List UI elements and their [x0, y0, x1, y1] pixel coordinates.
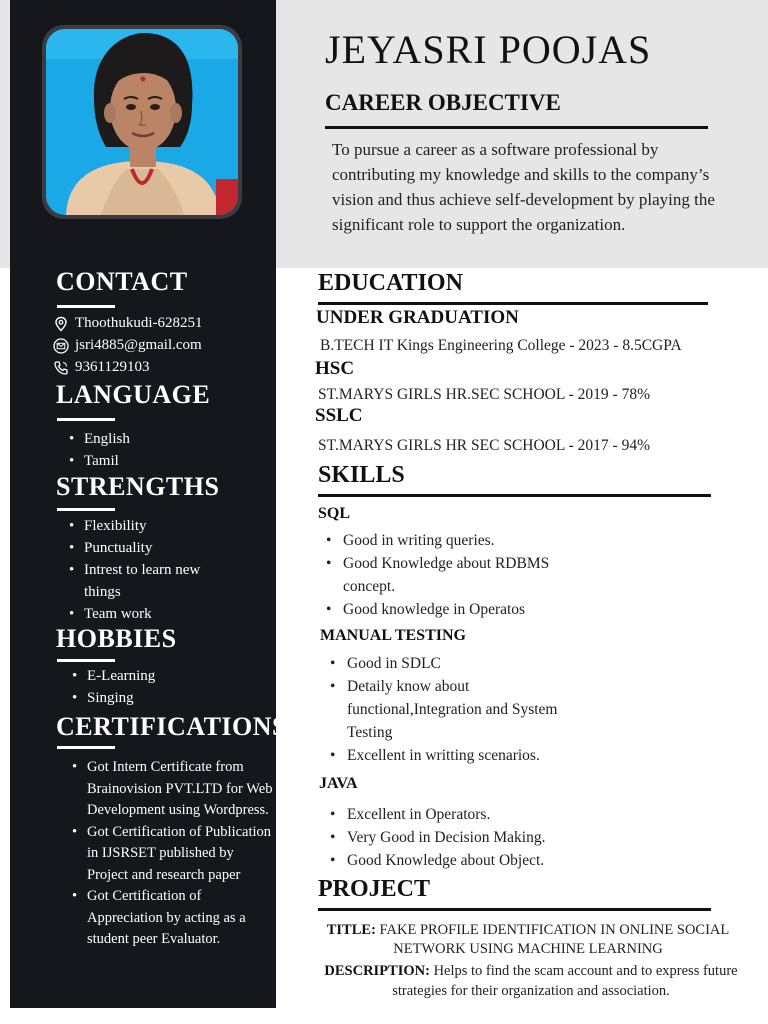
certifications-heading-rule	[57, 746, 115, 749]
skill-item: • Excellent in Operators.	[329, 803, 609, 826]
email-icon	[53, 338, 69, 354]
project-heading: PROJECT	[318, 876, 431, 902]
skills-heading: SKILLS	[318, 462, 405, 488]
contact-email[interactable]	[53, 337, 202, 354]
project-description-label: DESCRIPTION:	[324, 963, 430, 979]
contact-location-text: Thoothukudi-628251	[75, 315, 203, 331]
education-rule	[318, 302, 708, 305]
project-rule	[318, 908, 711, 911]
skill-list-sql	[325, 529, 585, 621]
contact-heading-rule	[57, 305, 115, 308]
language-item: • Tamil	[66, 450, 130, 472]
education-detail: ST.MARYS GIRLS HR.SEC SCHOOL - 2019 - 78%	[318, 386, 650, 403]
skill-item: • Good Knowledge about Object.	[329, 849, 609, 872]
language-heading: LANGUAGE	[56, 380, 211, 409]
skill-item: • Good in SDLC	[329, 652, 591, 675]
contact-location	[53, 315, 203, 332]
education-detail: B.TECH IT Kings Engineering College - 2023 - 8.5CGPA	[320, 337, 682, 354]
education-level: UNDER GRADUATION	[316, 307, 519, 328]
skills-rule	[318, 494, 711, 497]
career-objective-text: To pursue a career as a software professional by contributing my knowledge and skills to the company’s vision and thus achieve self-development by playing the significant role to support the organization.	[332, 140, 715, 234]
project-description	[316, 961, 746, 1001]
certification-item: • Got Certification of Publication in IJSRSET published by Project and research paper	[69, 822, 274, 887]
strength-item: • Punctuality	[66, 537, 236, 559]
strengths-heading: STRENGTHS	[56, 472, 220, 501]
career-objective-rule	[325, 126, 708, 129]
skill-item: • Good Knowledge about RDBMS concept.	[325, 552, 585, 598]
hobby-item: • Singing	[69, 687, 155, 709]
skill-item: • Very Good in Decision Making.	[329, 826, 609, 849]
language-list	[66, 428, 130, 472]
strength-item: • Intrest to learn new things	[66, 559, 216, 603]
certification-item: • Got Certification of Appreciation by acting as a student peer Evaluator.	[69, 886, 274, 951]
sidebar	[10, 0, 287, 1008]
hobbies-heading-rule	[57, 659, 115, 662]
certification-item: • Got Intern Certificate from Brainovision PVT.LTD for Web Development using Wordpress.	[69, 757, 274, 822]
project-title	[318, 921, 738, 959]
education-heading: EDUCATION	[318, 270, 463, 296]
skill-item: • Good in writing queries.	[325, 529, 585, 552]
project-title-label: TITLE:	[326, 922, 376, 938]
candidate-name: JEYASRI POOJAS	[325, 27, 652, 72]
skill-list-java	[329, 803, 609, 872]
education-detail: ST.MARYS GIRLS HR SEC SCHOOL - 2017 - 94%	[318, 437, 650, 454]
skill-list-manual-testing	[329, 652, 591, 767]
education-level: HSC	[315, 358, 355, 379]
strength-item: • Team work	[66, 603, 236, 625]
contact-email-text[interactable]: jsri4885@gmail.com	[75, 337, 202, 353]
contact-phone-text: 9361129103	[75, 359, 150, 375]
hobby-item: • E-Learning	[69, 665, 155, 687]
hobbies-list	[69, 665, 155, 709]
strengths-list	[66, 515, 236, 625]
contact-phone	[53, 359, 149, 376]
hobbies-heading: HOBBIES	[56, 624, 177, 653]
strength-item: • Flexibility	[66, 515, 236, 537]
skill-item: • Detaily know about functional,Integration and System Testing	[329, 675, 591, 744]
project-description-text: Helps to find the scam account and to express future strategies for their organization and association.	[392, 963, 738, 999]
project-title-text: FAKE PROFILE IDENTIFICATION IN ONLINE SOCIAL NETWORK USING MACHINE LEARNING	[379, 922, 730, 957]
skill-item: • Excellent in writting scenarios.	[329, 744, 591, 767]
skill-group-title: JAVA	[319, 775, 358, 792]
skill-group-title: MANUAL TESTING	[320, 627, 466, 644]
skill-item: • Good knowledge in Operatos	[325, 598, 585, 621]
profile-photo-frame	[42, 25, 242, 219]
location-pin-icon	[53, 316, 69, 332]
language-heading-rule	[57, 418, 115, 421]
profile-photo	[46, 29, 238, 215]
certifications-list	[69, 757, 274, 951]
career-objective-heading: CAREER OBJECTIVE	[325, 90, 561, 115]
skill-group-title: SQL	[318, 505, 351, 522]
phone-icon	[53, 360, 69, 376]
education-level: SSLC	[315, 405, 363, 426]
language-item: • English	[66, 428, 130, 450]
certifications-heading: CERTIFICATIONS	[56, 712, 287, 741]
contact-heading: CONTACT	[56, 267, 188, 296]
strengths-heading-rule	[57, 508, 115, 511]
